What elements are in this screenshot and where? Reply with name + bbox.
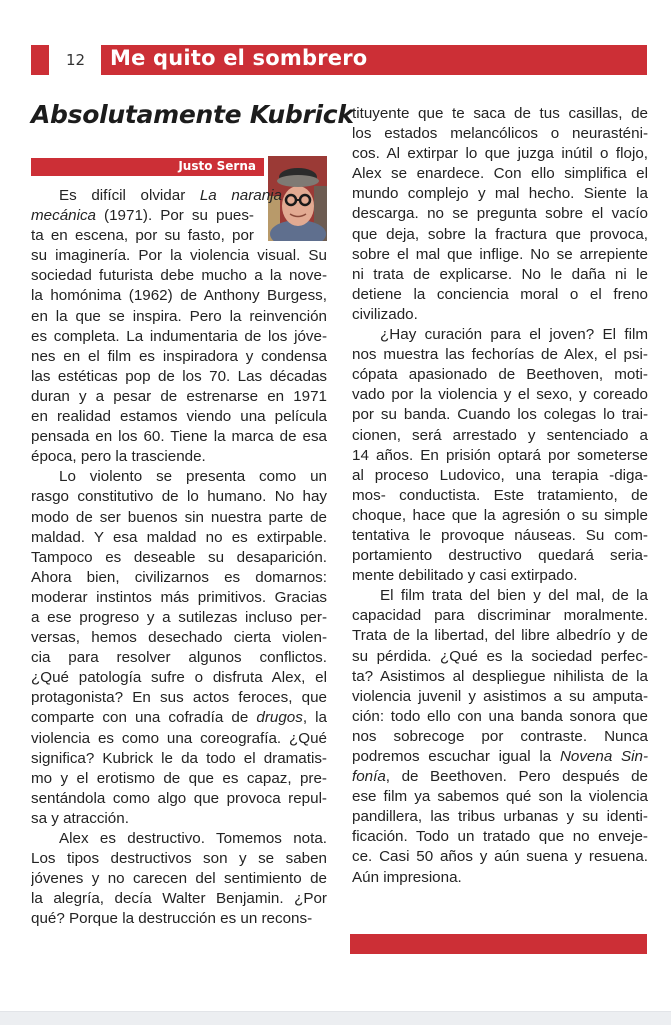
article-line: la alegría, decía Walter Benjamin. ¿Por — [31, 890, 327, 908]
article-line: nos sobrecoge por contraste. Nunca — [352, 727, 648, 745]
article-line: que deja, sobre la fractura que provoca, — [352, 225, 648, 243]
italic-title: mecánica — [31, 207, 96, 225]
article-line: 14 años. En prisión optará por someterse — [352, 446, 648, 464]
article-line: Alex es destructivo. Tomemos nota. — [59, 830, 327, 847]
article-line: es completa. La indumentaria de los jóve- — [31, 327, 327, 345]
article-line: sobre el mal que inflige. No se arrepiente — [352, 245, 648, 263]
article-line: ese film ya sabemos qué son la violencia — [352, 788, 648, 806]
article-line: mundo complejo y mal hecho. Siente la — [352, 185, 648, 203]
article-line: sa y atracción. — [31, 809, 129, 827]
article-line: descarga. no se pregunta sobre el vacío — [352, 205, 648, 223]
article-line: violencia es como una coreografía. ¿Qué — [31, 729, 327, 747]
italic-title: La naranja — [199, 187, 282, 204]
article-line: ta en escena, por su fasto, por — [31, 227, 254, 245]
article-line: a ese progreso y a sutilezas incluso per- — [31, 608, 327, 626]
italic-title: drugos — [256, 709, 303, 727]
article-title: Absolutamente Kubrick — [31, 100, 354, 129]
article-line: violencia juvenil y asistimos a su amputa- — [352, 687, 648, 705]
article-line: época, pero la trasciende. — [31, 448, 206, 466]
page-number: 12 — [66, 51, 86, 69]
article-line: ficación. Todo un tratado que no enveje- — [352, 828, 648, 846]
article-line: protagonista? En sus actos feroces, que — [31, 689, 327, 707]
article-line: nos muestra las fechorías de Alex, el psi- — [352, 346, 648, 364]
article-line: Ahora bien, civilizarnos es domarnos: — [31, 568, 327, 586]
article-line: pensada en los 60. Tiene la marca de esa — [31, 428, 327, 446]
article-line: mo y el erotismo de que es capaz, pre- — [31, 769, 327, 787]
italic-title: Novena Sin- — [559, 748, 648, 765]
article-line: pandillera, las tribus urbanas y su identi- — [352, 808, 648, 826]
article-line: ¿Qué patología sufre o disfruta Alex, el — [31, 669, 327, 687]
article-line: capacidad para discriminar moralmente. — [352, 607, 648, 625]
article-line: comparte con una cofradía de drugos, la — [31, 709, 327, 727]
header-red-block — [31, 45, 49, 75]
article-line: mente debilitado y casi extirpado. — [352, 567, 578, 585]
article-line: tituyente que te saca de tus casillas, de — [352, 105, 648, 122]
article-line: Tampoco es deseable su desaparición. — [31, 548, 327, 566]
bottom-red-bar — [350, 934, 647, 954]
article-line: choque, hace que la agresión o su simple — [352, 506, 648, 524]
article-line: ¿Hay curación para el joven? El film — [380, 326, 648, 344]
article-line: maldad. Y esa maldad no es extirpable. — [31, 528, 327, 546]
article-line: su pérdida. ¿Qué es la sociedad perfec- — [352, 647, 648, 665]
section-header-bar — [101, 45, 647, 75]
article-line: Lo violento se presenta como un — [59, 468, 327, 486]
article-line: Aún impresiona. — [352, 868, 462, 886]
article-line: civilizado. — [352, 305, 418, 323]
article-line: fonía, de Beethoven. Pero después de — [352, 768, 648, 786]
article-line: significa? Kubrick le da todo el dramatis- — [31, 749, 327, 767]
article-line: ni trata de explicarse. No le daña ni le — [352, 265, 648, 283]
article-line: versas, hemos desechado cierta violen- — [31, 629, 327, 647]
article-line: El film trata del bien y del mal, de la — [380, 587, 648, 605]
article-column-left — [31, 186, 327, 929]
article-line: nes en el film es inspiradora y condensa — [31, 347, 327, 365]
article-line: ción: todo ello con una banda sonora que — [352, 707, 648, 725]
article-line: modo de ser buenos sin nuestra parte de — [31, 508, 327, 526]
article-line: podremos escuchar igual la Novena Sin- — [352, 748, 648, 765]
article-line: sentándola como algo que provoca repul- — [31, 789, 327, 807]
article-line: por su banda. Cuando los colegas lo trai- — [352, 406, 648, 424]
article-line: en la que se inspira. Pero la reinvención — [31, 307, 327, 325]
article-line: al proceso Ludovico, una terapia -diga- — [352, 466, 648, 484]
article-line: tentativa le provoque náuseas. Su com- — [352, 526, 648, 544]
article-line: cionen, será arrestado y sentenciado a — [352, 426, 648, 444]
article-line: duran y a pesar de estrenarse en 1971 — [31, 387, 327, 405]
article-line: ce. Casi 50 años y aún suena y resuena. — [352, 848, 648, 866]
article-line: mecánica (1971). Por su pues- — [31, 207, 254, 225]
article-line: su imaginería. Por la violencia visual. Su — [31, 247, 327, 265]
article-line: Trata de la libertad, del libre albedrío y de — [352, 627, 648, 645]
article-line: cos. Al extirpar lo que juzga inútil o flojo, — [352, 145, 648, 163]
article-line: portamiento destructivo quedará seria- — [352, 547, 648, 565]
article-line: cia para resolver algunos conflictos. — [31, 649, 327, 667]
article-line: sociedad futurista debe mucho a la nove- — [31, 267, 327, 285]
article-line: la homónima (1962) de Anthony Burgess, — [31, 287, 327, 305]
article-line: Es difícil olvidar La naranja — [59, 187, 282, 204]
article-line: vado por la violencia y el sexo, y coreado — [352, 386, 648, 404]
author-bar — [31, 158, 264, 176]
article-line: detiene la conciencia moral o el freno — [352, 285, 648, 303]
article-line: cópata apasionado de Beethoven, moti- — [352, 366, 648, 384]
author-name: Justo Serna — [178, 159, 256, 173]
article-line: los estados melancólicos o neurasténi- — [352, 125, 648, 143]
article-line: ta? Asistimos al despliegue nihilista de la — [352, 667, 648, 685]
section-title: Me quito el sombrero — [110, 46, 368, 70]
article-column-right — [352, 104, 648, 888]
article-line: moderar instintos más primitivos. Gracias — [31, 588, 327, 606]
italic-title: fonía — [352, 768, 386, 786]
article-line: mos- conductista. Este tratamiento, de — [352, 486, 648, 504]
article-line: en realidad estamos viendo una película — [31, 408, 327, 426]
footer-strip — [0, 1011, 671, 1025]
article-line: Alex se enardece. Con ello simplifica el — [352, 165, 648, 183]
article-line: las estéticas pop de los 70. Las décadas — [31, 367, 327, 385]
article-line: rasgo constitutivo de lo humano. No hay — [31, 488, 327, 506]
article-line: jóvenes y no carecen del sentimiento de — [31, 870, 327, 888]
article-line: qué? Porque la destrucción es un recons- — [31, 910, 313, 928]
article-line: Los tipos destructivos son y se saben — [31, 850, 327, 868]
